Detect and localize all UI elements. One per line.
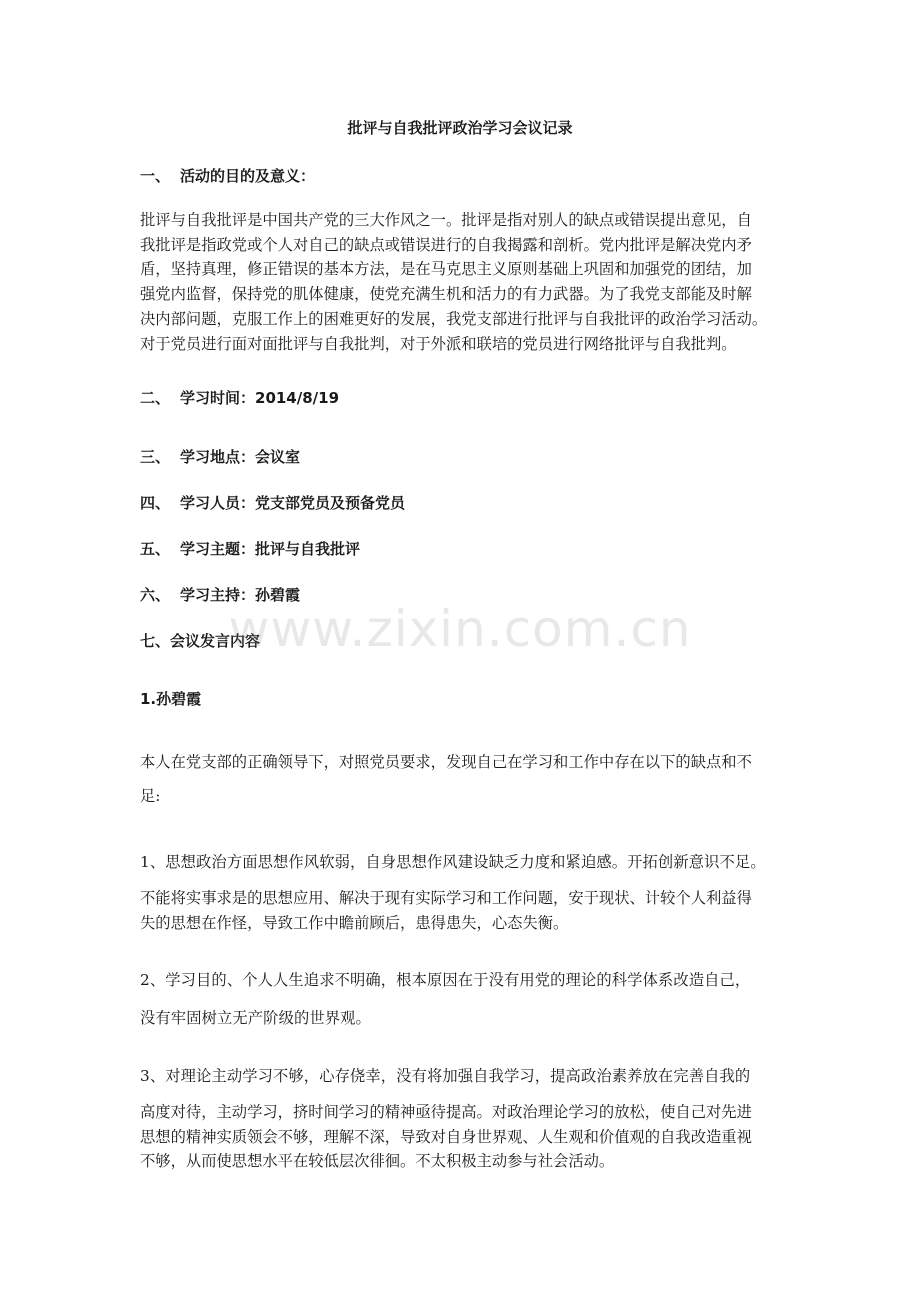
section-5-topic: 学习主题：批评与自我批评 bbox=[180, 540, 361, 558]
section-1-number: 一、 bbox=[140, 167, 171, 185]
point-3-first-line: 3、对理论主动学习不够，心存侥幸，没有将加强自我学习，提高政治素养放在完善自我的 bbox=[140, 1067, 751, 1085]
section-5-number: 五、 bbox=[140, 540, 171, 558]
section-3-number: 三、 bbox=[140, 448, 171, 466]
text-line: 强党内监督，保持党的肌体健康，使党充满生机和活力的有力武器。为了我党支部能及时解 bbox=[140, 285, 752, 304]
text-line: 高度对待，主动学习，挤时间学习的精神亟待提高。对政治理论学习的放松，使自己对先进 bbox=[140, 1103, 752, 1121]
text-line: 决内部问题，克服工作上的困难更好的发展，我党支部进行批评与自我批评的政治学习活动。 bbox=[140, 309, 768, 328]
section-6-host: 学习主持：孙碧霞 bbox=[180, 586, 301, 604]
statement-intro bbox=[140, 745, 780, 813]
text-line: 对于党员进行面对面批评与自我批判，对于外派和联培的党员进行网络批评与自我批判。 bbox=[140, 334, 737, 353]
section-2-number: 二、 bbox=[140, 389, 171, 407]
point-2-first-line: 2、学习目的、个人人生追求不明确，根本原因在于没有用党的理论的科学体系改造自己， bbox=[140, 971, 751, 989]
text-line: 思想的精神实质领会不够，理解不深，导致对自身世界观、人生观和价值观的自我改造重视 bbox=[140, 1127, 752, 1146]
text-line: 盾，坚持真理，修正错误的基本方法，是在马克思主义原则基础上巩固和加强党的团结，加 bbox=[140, 260, 752, 279]
point-2-second-line: 没有牢固树立无产阶级的世界观。 bbox=[140, 1009, 371, 1027]
section-4-participants: 学习人员：党支部党员及预备党员 bbox=[180, 494, 406, 512]
section-1-heading: 活动的目的及意义： bbox=[180, 167, 316, 185]
point-1-continuation bbox=[140, 886, 780, 935]
document-title: 批评与自我批评政治学习会议记录 bbox=[347, 119, 573, 137]
section-4-number: 四、 bbox=[140, 494, 171, 512]
section-6-number: 六、 bbox=[140, 586, 171, 604]
text-line: 本人在党支部的正确领导下，对照党员要求，发现自己在学习和工作中存在以下的缺点和不 bbox=[140, 753, 752, 771]
intro-paragraph bbox=[140, 208, 780, 356]
point-3-continuation bbox=[140, 1100, 780, 1174]
watermark-text: www.zixin.com.cn bbox=[228, 600, 692, 658]
text-line: 不够，从而使思想水平在较低层次徘徊。不太积极主动参与社会活动。 bbox=[140, 1152, 615, 1171]
point-1-first-line: 1、思想政治方面思想作风软弱，自身思想作风建设缺乏力度和紧迫感。开拓创新意识不足。 bbox=[140, 853, 766, 871]
section-3-study-location: 学习地点：会议室 bbox=[180, 448, 301, 466]
speaker-heading: 1.孙碧霞 bbox=[140, 690, 202, 708]
section-7-heading: 七、会议发言内容 bbox=[140, 632, 261, 650]
text-line: 不能将实事求是的思想应用、解决于现有实际学习和工作问题，安于现状、计较个人利益得 bbox=[140, 889, 752, 907]
text-line: 足: bbox=[140, 787, 161, 805]
text-line: 批评与自我批评是中国共产党的三大作风之一。批评是指对别人的缺点或错误提出意见，自 bbox=[140, 211, 752, 229]
text-line: 失的思想在作怪，导致工作中瞻前顾后，患得患失，心态失衡。 bbox=[140, 913, 569, 932]
text-line: 我批评是指政党或个人对自己的缺点或错误进行的自我揭露和剖析。党内批评是解决党内矛 bbox=[140, 235, 752, 254]
section-2-study-time: 学习时间：2014/8/19 bbox=[180, 389, 340, 407]
